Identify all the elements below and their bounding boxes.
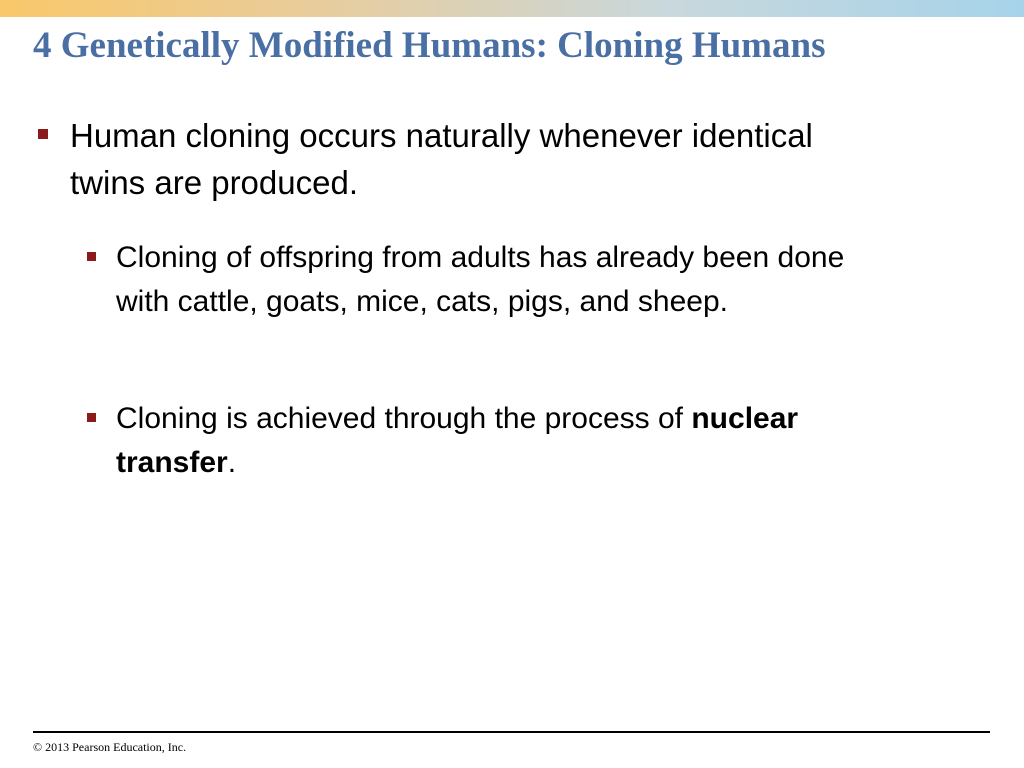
top-gradient-band xyxy=(0,0,1024,17)
bullet-level2-nuclear-transfer xyxy=(116,397,896,485)
bullet-text: Human cloning occurs naturally whenever identical twins are produced. xyxy=(70,117,813,201)
bullet-level1-cloning-twins xyxy=(70,112,870,206)
copyright-notice: © 2013 Pearson Education, Inc. xyxy=(33,740,187,754)
bold-term-nuclear-transfer: nuclear transfer xyxy=(116,402,799,479)
bullet-text: Cloning of offspring from adults has already been done with cattle, goats, mice, cats, pigs, and sheep. xyxy=(116,241,845,318)
square-bullet-icon xyxy=(38,129,48,139)
bullet-text-before: Cloning is achieved through the process of xyxy=(116,402,692,435)
slide-title: 4 Genetically Modified Humans: Cloning Humans xyxy=(33,25,826,66)
footer-divider xyxy=(33,731,990,733)
bullet-text-after: . xyxy=(227,446,237,479)
square-bullet-icon xyxy=(87,413,96,422)
square-bullet-icon xyxy=(87,252,96,261)
bullet-level2-cloned-animals xyxy=(116,236,896,324)
